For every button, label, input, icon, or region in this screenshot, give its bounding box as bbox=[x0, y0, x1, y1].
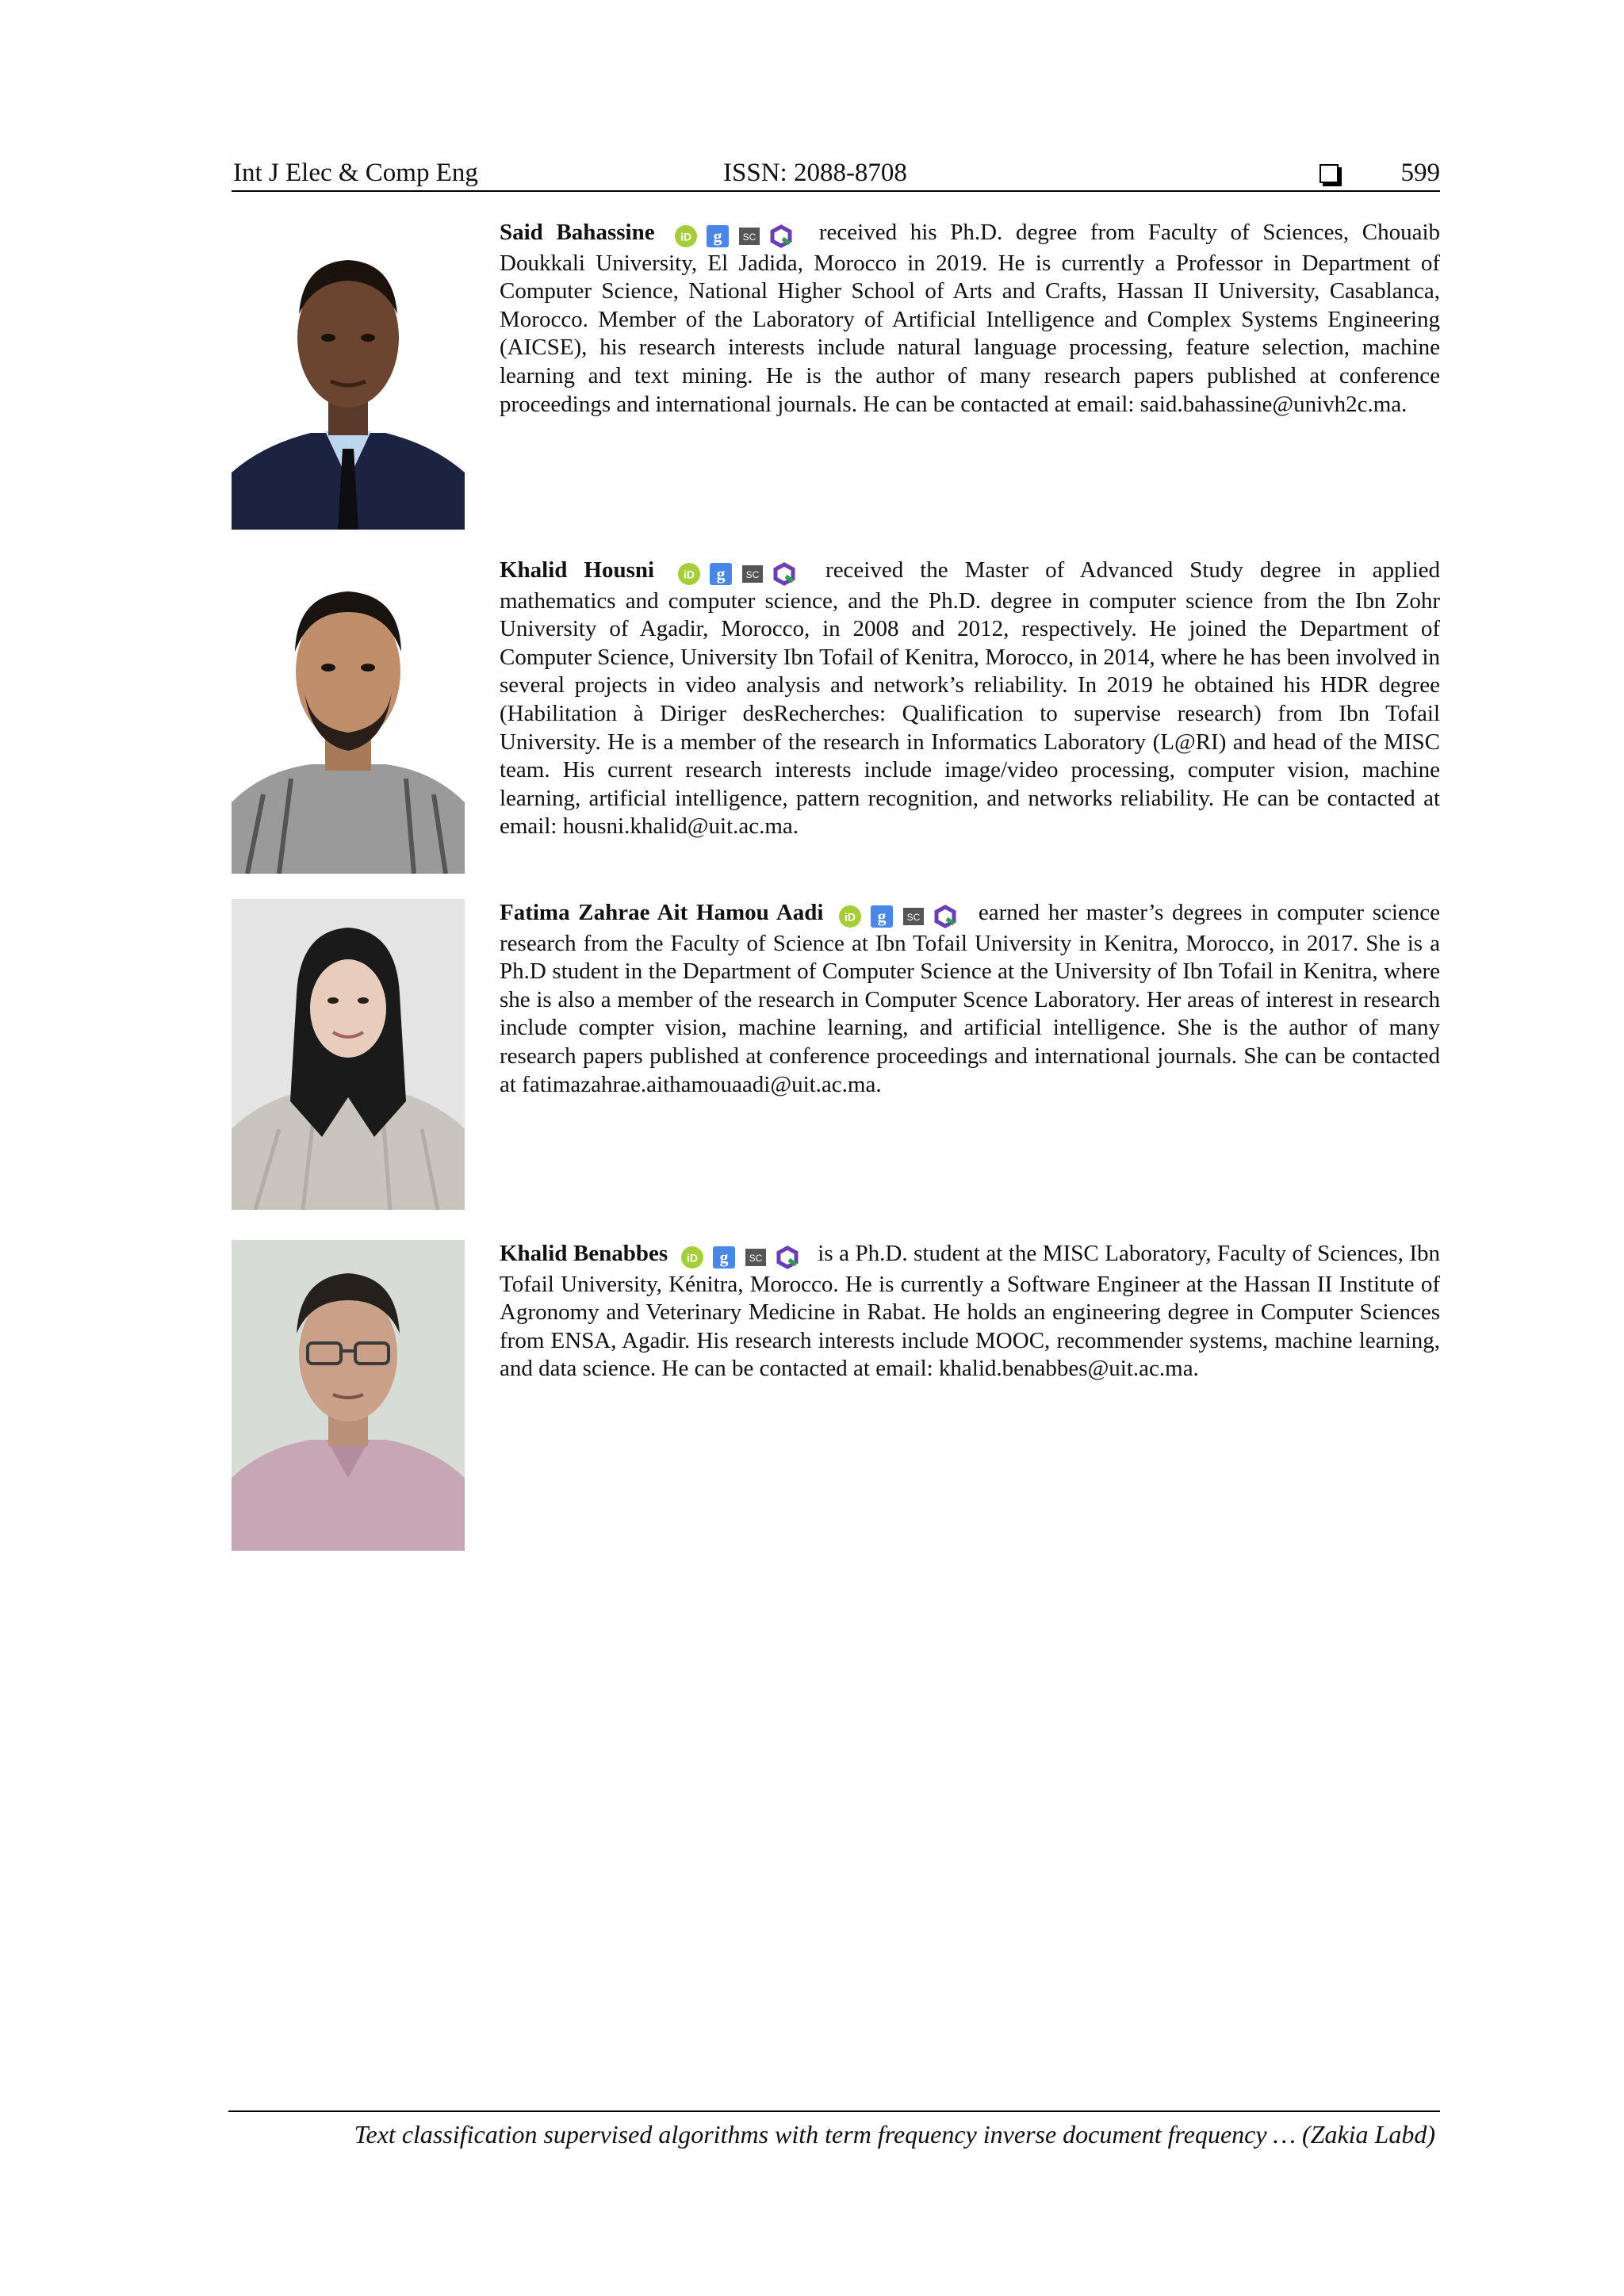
author-photo-3 bbox=[232, 899, 465, 1210]
author-bio-3 bbox=[232, 899, 1440, 1213]
author-photo-1 bbox=[232, 219, 465, 530]
author-bio-text-2 bbox=[500, 557, 1440, 841]
svg-text:iD: iD bbox=[684, 568, 695, 581]
author-bio-text-3 bbox=[500, 899, 1440, 1099]
svg-text:SC: SC bbox=[742, 232, 756, 243]
author-bio-text-1 bbox=[500, 219, 1440, 419]
profile-icons bbox=[674, 221, 801, 250]
google-scholar-icon[interactable] bbox=[706, 224, 730, 248]
profile-icons bbox=[680, 1242, 807, 1271]
author-bio-4-body: is a Ph.D. student at the MISC Laboratory, Faculty of Sciences, Ibn Tofail University, Kénitra, Morocco. He is currently a Software Engineer at the Hassan II Institute of Agronomy and Veterinary Medicine in Rabat. He holds an engineering degree in Computer Sciences from ENSA, Agadir. His research interests include MOOC, recommender systems, machine learning, and data science. He can be contacted at email: khalid.benabbes@uit.ac.ma. bbox=[500, 1241, 1441, 1382]
google-scholar-icon[interactable] bbox=[870, 905, 894, 928]
author-bio-2-body: received the Master of Advanced Study degree in applied mathematics and computer science, and the Ph.D. degree in computer science from the Ibn Zohr University of Agadir, Morocco, in 2008 and 2012, respectively. He joined the Department of Computer Science, University Ibn Tofail of Kenitra, Morocco, in 2014, where he has been involved in several projects in video analysis and network’s reliability. In 2019 he obtained his HDR degree (Habilitation à Diriger desRecherches: Qualification to supervise research) from Ibn Tofail University. He is a member of the research in Informatics Laboratory (L@RI) and head of the MISC team. His current research interests include image/video processing, computer vision, machine learning, artificial intelligence, pattern recognition, and networks reliability. He can be contacted at email: housni.khalid@uit.ac.ma. bbox=[500, 557, 1440, 840]
square-bullet-icon bbox=[1320, 164, 1339, 183]
svg-text:SC: SC bbox=[749, 1253, 763, 1265]
author-bio-1-body: received his Ph.D. degree from Faculty of Sciences, Chouaib Doukkali University, El Jadida, Morocco in 2019. He is currently a Professor in Department of Computer Science, National Higher School of Arts and Crafts, Hassan II University, Casablanca, Morocco. Member of the Laboratory of Artificial Intelligence and Complex Systems Engineering (AICSE), his research interests include natural language processing, feature selection, machine learning and text mining. He is the author of many research papers published at conference proceedings and international journals. He can be contacted at email: said.bahassine@univh2c.ma. bbox=[500, 220, 1440, 417]
author-bio-1 bbox=[232, 219, 1440, 533]
author-bio-text-4 bbox=[500, 1240, 1440, 1383]
orcid-icon[interactable] bbox=[674, 224, 698, 248]
scopus-icon[interactable] bbox=[737, 224, 761, 248]
orcid-icon[interactable] bbox=[677, 562, 701, 586]
svg-text:iD: iD bbox=[680, 230, 692, 243]
journal-name: Int J Elec & Comp Eng bbox=[233, 159, 478, 187]
svg-text:g: g bbox=[713, 226, 722, 247]
scopus-icon[interactable] bbox=[744, 1246, 768, 1269]
scopus-icon[interactable] bbox=[902, 905, 925, 928]
running-header bbox=[232, 155, 1440, 192]
svg-text:g: g bbox=[716, 564, 726, 584]
author-name-1: Said Bahassine bbox=[500, 220, 655, 245]
author-photo-2 bbox=[232, 557, 465, 874]
author-name-2: Khalid Housni bbox=[500, 557, 655, 583]
author-bio-2 bbox=[232, 557, 1440, 874]
publons-icon[interactable] bbox=[769, 224, 793, 248]
publons-icon[interactable] bbox=[933, 905, 957, 928]
running-footer bbox=[228, 2110, 1440, 2149]
author-bio-4 bbox=[232, 1240, 1440, 1554]
orcid-icon[interactable] bbox=[680, 1246, 704, 1269]
google-scholar-icon[interactable] bbox=[709, 562, 733, 586]
svg-text:g: g bbox=[877, 906, 887, 927]
author-bio-3-body: earned her master’s degrees in computer science research from the Faculty of Science at Ibn Tofail University in Kenitra, Morocco, in 2017. She is a Ph.D student in the Department of Computer Science at the University of Ibn Tofail in Kenitra, where she is also a member of the research in Computer Scence Laboratory. Her areas of interest in research include compter vision, machine learning, and artificial intelligence. She is the author of many research papers published at conference proceedings and international journals. She can be contacted at fatimazahrae.aithamouaadi@uit.ac.ma. bbox=[500, 900, 1441, 1097]
author-photo-4 bbox=[232, 1240, 465, 1551]
scopus-icon[interactable] bbox=[741, 562, 764, 586]
profile-icons bbox=[677, 559, 804, 587]
author-name-4: Khalid Benabbes bbox=[500, 1241, 668, 1266]
google-scholar-icon[interactable] bbox=[712, 1246, 736, 1269]
svg-text:iD: iD bbox=[686, 1251, 698, 1265]
svg-text:SC: SC bbox=[745, 569, 760, 581]
publons-icon[interactable] bbox=[776, 1246, 799, 1269]
svg-text:SC: SC bbox=[906, 912, 921, 924]
page-number: 599 bbox=[1400, 159, 1440, 187]
footer-citation: Text classification supervised algorithms with term frequency inverse document frequency … (Zakia Labd) bbox=[354, 2120, 1435, 2149]
issn: ISSN: 2088-8708 bbox=[723, 159, 907, 187]
svg-text:iD: iD bbox=[845, 910, 856, 924]
author-name-3: Fatima Zahrae Ait Hamou Aadi bbox=[500, 900, 824, 925]
orcid-icon[interactable] bbox=[838, 905, 862, 928]
svg-text:g: g bbox=[719, 1247, 729, 1268]
profile-icons bbox=[838, 901, 965, 930]
publons-icon[interactable] bbox=[772, 562, 796, 586]
